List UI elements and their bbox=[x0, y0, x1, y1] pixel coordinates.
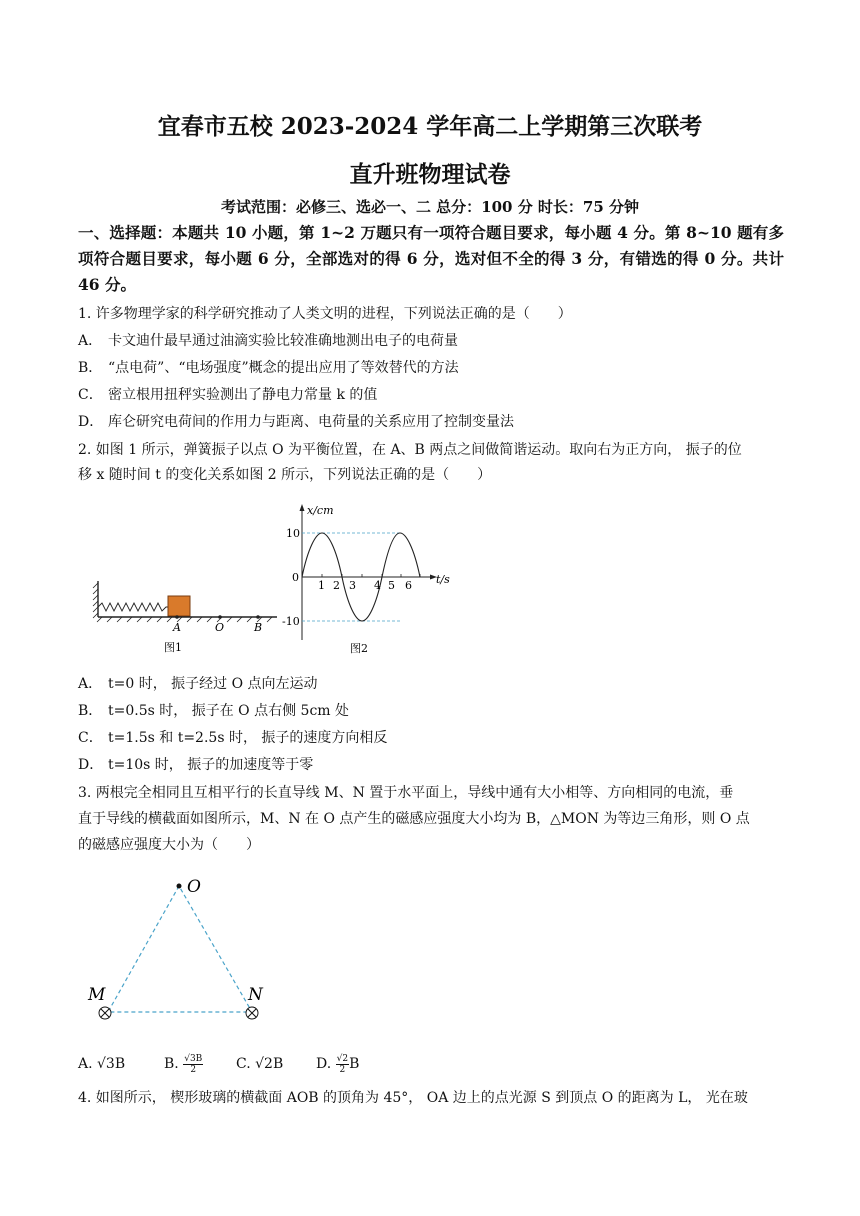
q1-option-b bbox=[78, 357, 788, 379]
q3-options bbox=[78, 1050, 788, 1080]
point-b-label: B bbox=[254, 621, 263, 634]
displacement-time-graph bbox=[280, 500, 460, 658]
x-tick-4: 4 bbox=[374, 579, 381, 592]
q1-option-c bbox=[78, 384, 788, 406]
q3-option-b bbox=[164, 1050, 203, 1078]
q2-stem-line2: 移 x 随时间 t 的变化关系如图 2 所示，下列说法正确的是（ ） bbox=[78, 467, 492, 483]
q3-stem-line3: 的磁感应强度大小为（ ） bbox=[78, 837, 260, 853]
q1-option-c-label: C． bbox=[78, 387, 103, 403]
label-m: M bbox=[88, 985, 106, 1005]
q2-option-a-label: A． bbox=[78, 676, 103, 692]
x-tick-1: 1 bbox=[318, 579, 325, 592]
y-tick-neg10: -10 bbox=[282, 615, 300, 628]
q1-option-d-text: 库仑研究电荷间的作用力与距离、电荷量的关系应用了控制变量法 bbox=[108, 414, 514, 430]
q3-option-c bbox=[236, 1050, 283, 1078]
figure2-caption: 图2 bbox=[350, 642, 368, 655]
y-axis-label: x/cm bbox=[307, 504, 334, 517]
q3-option-d-suffix: B bbox=[349, 1056, 360, 1072]
q3-option-d-denominator: 2 bbox=[339, 1064, 346, 1075]
spring bbox=[98, 603, 168, 611]
x-tick-3: 3 bbox=[349, 579, 356, 592]
q3-option-d-label: D. bbox=[316, 1056, 332, 1072]
q1-option-a-text: 卡文迪什最早通过油滴实验比较准确地测出电子的电荷量 bbox=[108, 333, 458, 349]
q1-option-a-label: A． bbox=[78, 333, 103, 349]
q3-option-d-fraction bbox=[336, 1054, 349, 1075]
origin-label: 0 bbox=[292, 571, 299, 584]
q2-stem-line1: 2. 如图 1 所示，弹簧振子以点 O 为平衡位置，在 A、B 两点之间做简谐运动。取向右为正方向， 振子的位 bbox=[78, 442, 742, 458]
x-axis-label: t/s bbox=[436, 573, 450, 586]
q2-option-b-text: t=0.5s 时， 振子在 O 点右侧 5cm 处 bbox=[108, 703, 350, 719]
q3-option-b-numerator: √3B bbox=[184, 1053, 203, 1064]
spring-oscillator-figure bbox=[92, 575, 287, 657]
q2-option-d bbox=[78, 754, 788, 776]
q1-option-a bbox=[78, 330, 788, 352]
q1-option-d bbox=[78, 411, 788, 433]
wire-m-icon bbox=[99, 1007, 111, 1019]
label-o: O bbox=[187, 877, 201, 897]
q3-stem-line2: 直于导线的横截面如图所示，M、N 在 O 点产生的磁感应强度大小均为 B，△MON 为等边三角形，则 O 点 bbox=[78, 811, 750, 827]
q3-stem-line1: 3. 两根完全相同且互相平行的长直导线 M、N 置于水平面上，导线中通有大小相等、方向相同的电流，垂 bbox=[78, 785, 734, 801]
figure1-caption: 图1 bbox=[164, 641, 182, 654]
exam-title: 宜春市五校 2023-2024 学年高二上学期第三次联考 bbox=[157, 113, 703, 140]
q1-stem: 1. 许多物理学家的科学研究推动了人类文明的进程，下列说法正确的是（ ） bbox=[78, 306, 572, 322]
q3-option-d-numerator: √2 bbox=[336, 1053, 349, 1064]
point-o-label: O bbox=[215, 621, 225, 634]
q2-option-d-text: t=10s 时， 振子的加速度等于零 bbox=[108, 757, 314, 773]
q1-option-d-label: D． bbox=[78, 414, 104, 430]
exam-subtitle: 直升班物理试卷 bbox=[349, 161, 511, 188]
oscillator-block bbox=[168, 596, 190, 616]
q2-option-b bbox=[78, 700, 788, 722]
y-tick-10: 10 bbox=[286, 527, 300, 540]
q3-option-a bbox=[78, 1050, 125, 1078]
q1-option-c-text: 密立根用扭秤实验测出了静电力常量 k 的值 bbox=[108, 387, 378, 403]
q3-option-a-text: √3B bbox=[97, 1056, 126, 1072]
point-a-label: A bbox=[173, 621, 181, 634]
x-tick-6: 6 bbox=[405, 579, 412, 592]
q3-option-c-text: √2B bbox=[255, 1056, 284, 1072]
q3-option-b-denominator: 2 bbox=[190, 1064, 197, 1075]
exam-meta: 考试范围：必修三、选必一、二 总分：100 分 时长：75 分钟 bbox=[220, 198, 640, 216]
q2-option-c-text: t=1.5s 和 t=2.5s 时， 振子的速度方向相反 bbox=[108, 730, 388, 746]
q3-option-a-label: A. bbox=[78, 1056, 93, 1072]
q2-option-b-label: B． bbox=[78, 703, 103, 719]
q3-option-d bbox=[316, 1050, 359, 1078]
triangle-wires-figure bbox=[84, 872, 284, 1027]
section-heading: 一、选择题：本题共 10 小题，第 1~2 万题只有一项符合题目要求，每小题 4 分。第 8~10 题有多项符合题目要求，每小题 6 分，全部选对的得 6 分，选对但不全的得 3 分，有错选的得 0 分。共计 46 分。 bbox=[78, 223, 784, 294]
q2-option-a bbox=[78, 673, 788, 695]
q3-option-b-label: B. bbox=[164, 1056, 179, 1072]
q2-option-c-label: C． bbox=[78, 730, 103, 746]
q1-option-b-label: B． bbox=[78, 360, 103, 376]
x-tick-2: 2 bbox=[333, 579, 340, 592]
q1-option-b-text: “点电荷”、“电场强度”概念的提出应用了等效替代的方法 bbox=[108, 360, 459, 376]
x-tick-5: 5 bbox=[388, 579, 395, 592]
label-n: N bbox=[248, 985, 263, 1005]
q2-option-c bbox=[78, 727, 788, 749]
q2-option-a-text: t=0 时， 振子经过 O 点向左运动 bbox=[108, 676, 318, 692]
q4-stem-line1: 4. 如图所示， 楔形玻璃的横截面 AOB 的顶角为 45°， OA 边上的点光源 S 到顶点 O 的距离为 L， 光在玻 bbox=[78, 1090, 748, 1106]
q3-option-b-fraction bbox=[183, 1054, 203, 1075]
q2-option-d-label: D． bbox=[78, 757, 104, 773]
q3-option-c-label: C. bbox=[236, 1056, 251, 1072]
wire-n-icon bbox=[246, 1007, 258, 1019]
